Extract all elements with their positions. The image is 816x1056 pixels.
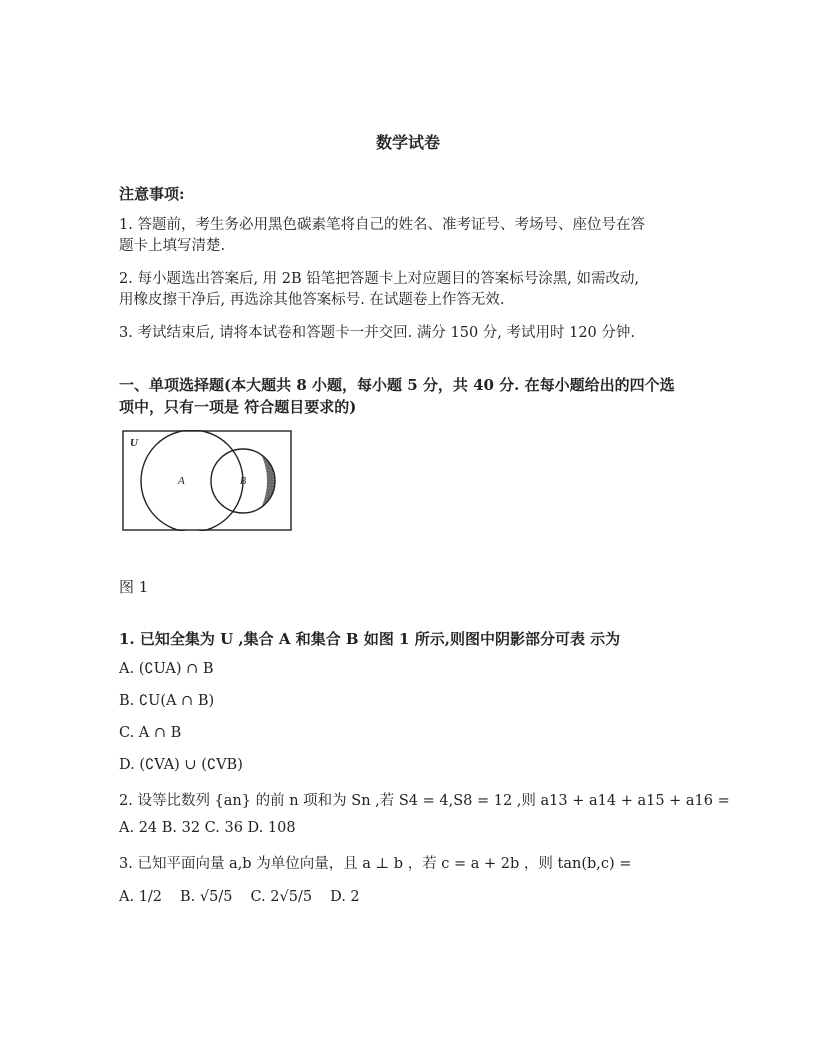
figure-caption: 图 1 (119, 578, 149, 596)
set-b-label: B (240, 476, 247, 487)
universe-label: U (130, 437, 138, 449)
notice-2-line-1: 2. 每小题选出答案后, 用 2B 铅笔把答题卡上对应题目的答案标号涂黑, 如需改动, (119, 271, 640, 287)
notice-heading: 注意事项: (119, 185, 185, 203)
notice-1-line-2: 题卡上填写清楚. (119, 238, 226, 254)
question-2-stem: 2. 设等比数列 {an} 的前 n 项和为 Sn ,若 S4 = 4,S8 = 12 ,则 a13 + a14 + a15 + a16 = (119, 793, 730, 809)
section-1-heading-line-2: 项中，只有一项是 符合题目要求的) (119, 398, 357, 416)
notice-1-line-1: 1. 答题前，考生务必用黑色碳素笔将自己的姓名、准考证号、考场号、座位号在答 (119, 217, 645, 233)
question-3-option-c: C. 2√5/5 (250, 889, 313, 905)
question-1-option-b: B. ∁U(A ∩ B) (119, 693, 215, 709)
notice-3-line-1: 3. 考试结束后, 请将本试卷和答题卡一并交回. 满分 150 分, 考试用时 120 分钟. (119, 325, 635, 341)
question-1-option-c: C. A ∩ B (119, 725, 182, 741)
question-1-option-a: A. (∁UA) ∩ B (119, 661, 214, 677)
question-1-option-d: D. (∁VA) ∪ (∁VB) (119, 757, 243, 773)
question-1-stem: 1. 已知全集为 U ,集合 A 和集合 B 如图 1 所示,则图中阴影部分可表 示为 (119, 630, 621, 648)
notice-2-line-2: 用橡皮擦干净后, 再选涂其他答案标号. 在试题卷上作答无效. (119, 292, 505, 308)
venn-diagram (122, 430, 292, 531)
question-3-option-d: D. 2 (330, 889, 360, 905)
page-title: 数学试卷 (375, 133, 440, 152)
question-2-options: A. 24 B. 32 C. 36 D. 108 (119, 820, 296, 836)
question-3-option-a: A. 1/2 (119, 889, 163, 905)
question-3-option-b: B. √5/5 (180, 889, 233, 905)
universe-rect (123, 431, 291, 530)
section-1-heading-line-1: 一、单项选择题(本大题共 8 小题，每小题 5 分，共 40 分. 在每小题给出的四个选 (119, 376, 675, 394)
question-3-stem: 3. 已知平面向量 a,b 为单位向量，且 a ⊥ b ，若 c = a + 2b ，则 tan(b,c) = (119, 856, 632, 872)
question-3-options (119, 889, 360, 905)
set-a-label: A (178, 475, 185, 487)
